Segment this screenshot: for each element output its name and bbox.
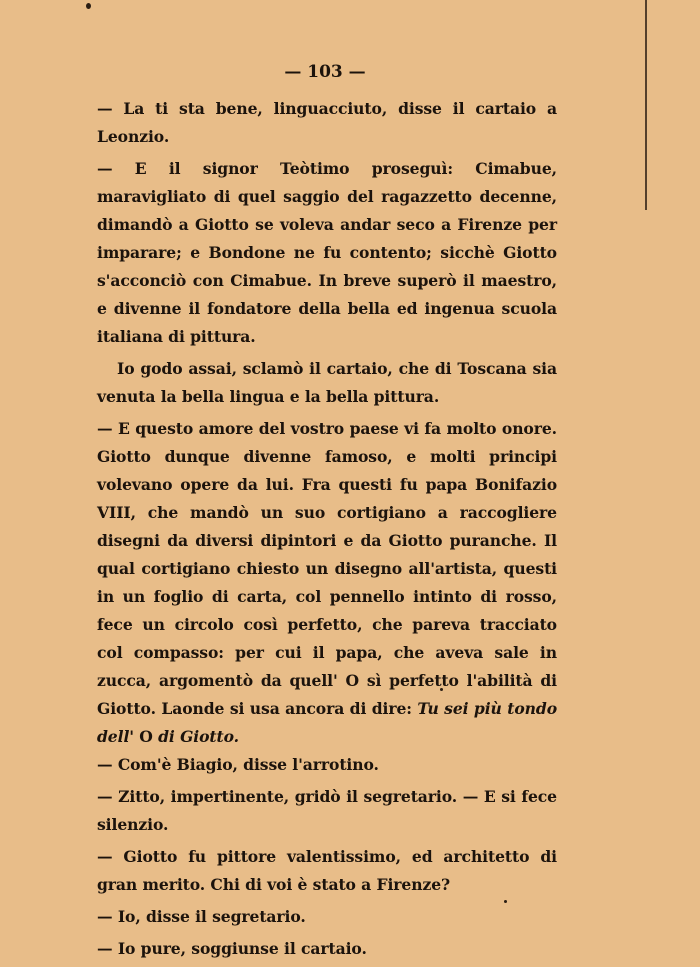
body-text [97,95,557,967]
quote-italic: di Giotto. [158,727,239,746]
paragraph: — La ti sta bene, linguacciuto, disse il cartaio a Leonzio. [97,99,557,146]
quote-italic: Tu sei più tondo dell' [97,699,557,746]
paragraph: — Io, disse il segretario. [97,907,306,926]
ink-speck [86,3,91,9]
paragraph: — Com'è Biagio, disse l'arrotino. [97,755,379,774]
paragraph: Io godo assai, sclamò il cartaio, che di Toscana sia venuta la bella lingua e la bella pittura. [97,359,557,406]
paragraph [97,415,557,751]
page-number: — 103 — [284,62,366,82]
paragraph: — Io pure, soggiunse il cartaio. [97,939,367,958]
quote-letter: O [133,727,159,746]
paragraph-text: — E questo amore del vostro paese vi fa molto onore. Giotto dunque divenne famoso, e molti principi volevano opere da lui. Fra questi fu papa Bonifazio VIII, che mandò un suo cortigiano a raccogliere disegni da diversi dipintori e da Giotto puranche. Il qual cortigiano chiesto un disegno all'artista, questi in un foglio di carta, col pennello intinto di rosso, fece un circolo così perfetto, che pareva tracciato col compasso: per cui il papa, che aveva sale in zucca, argomentò da quell' O sì perfetto l'abilità di Giotto. Laonde si usa ancora di dire: [97,419,557,718]
paragraph: — E il signor Teòtimo proseguì: Cimabue, maravigliato di quel saggio del ragazzetto decenne, dimandò a Giotto se voleva andar seco a Firenze per imparare; e Bondone ne fu contento; sicchè Giotto s'acconciò con Cimabue. In breve superò il maestro, e divenne il fondatore della bella ed ingenua scuola italiana di pittura. [97,159,557,346]
page-edge-line [645,0,647,210]
paragraph: — Giotto fu pittore valentissimo, ed architetto di gran merito. Chi di voi è stato a Firenze? [97,847,557,894]
paragraph: — Zitto, impertinente, gridò il segretario. — E si fece silenzio. [97,787,557,834]
